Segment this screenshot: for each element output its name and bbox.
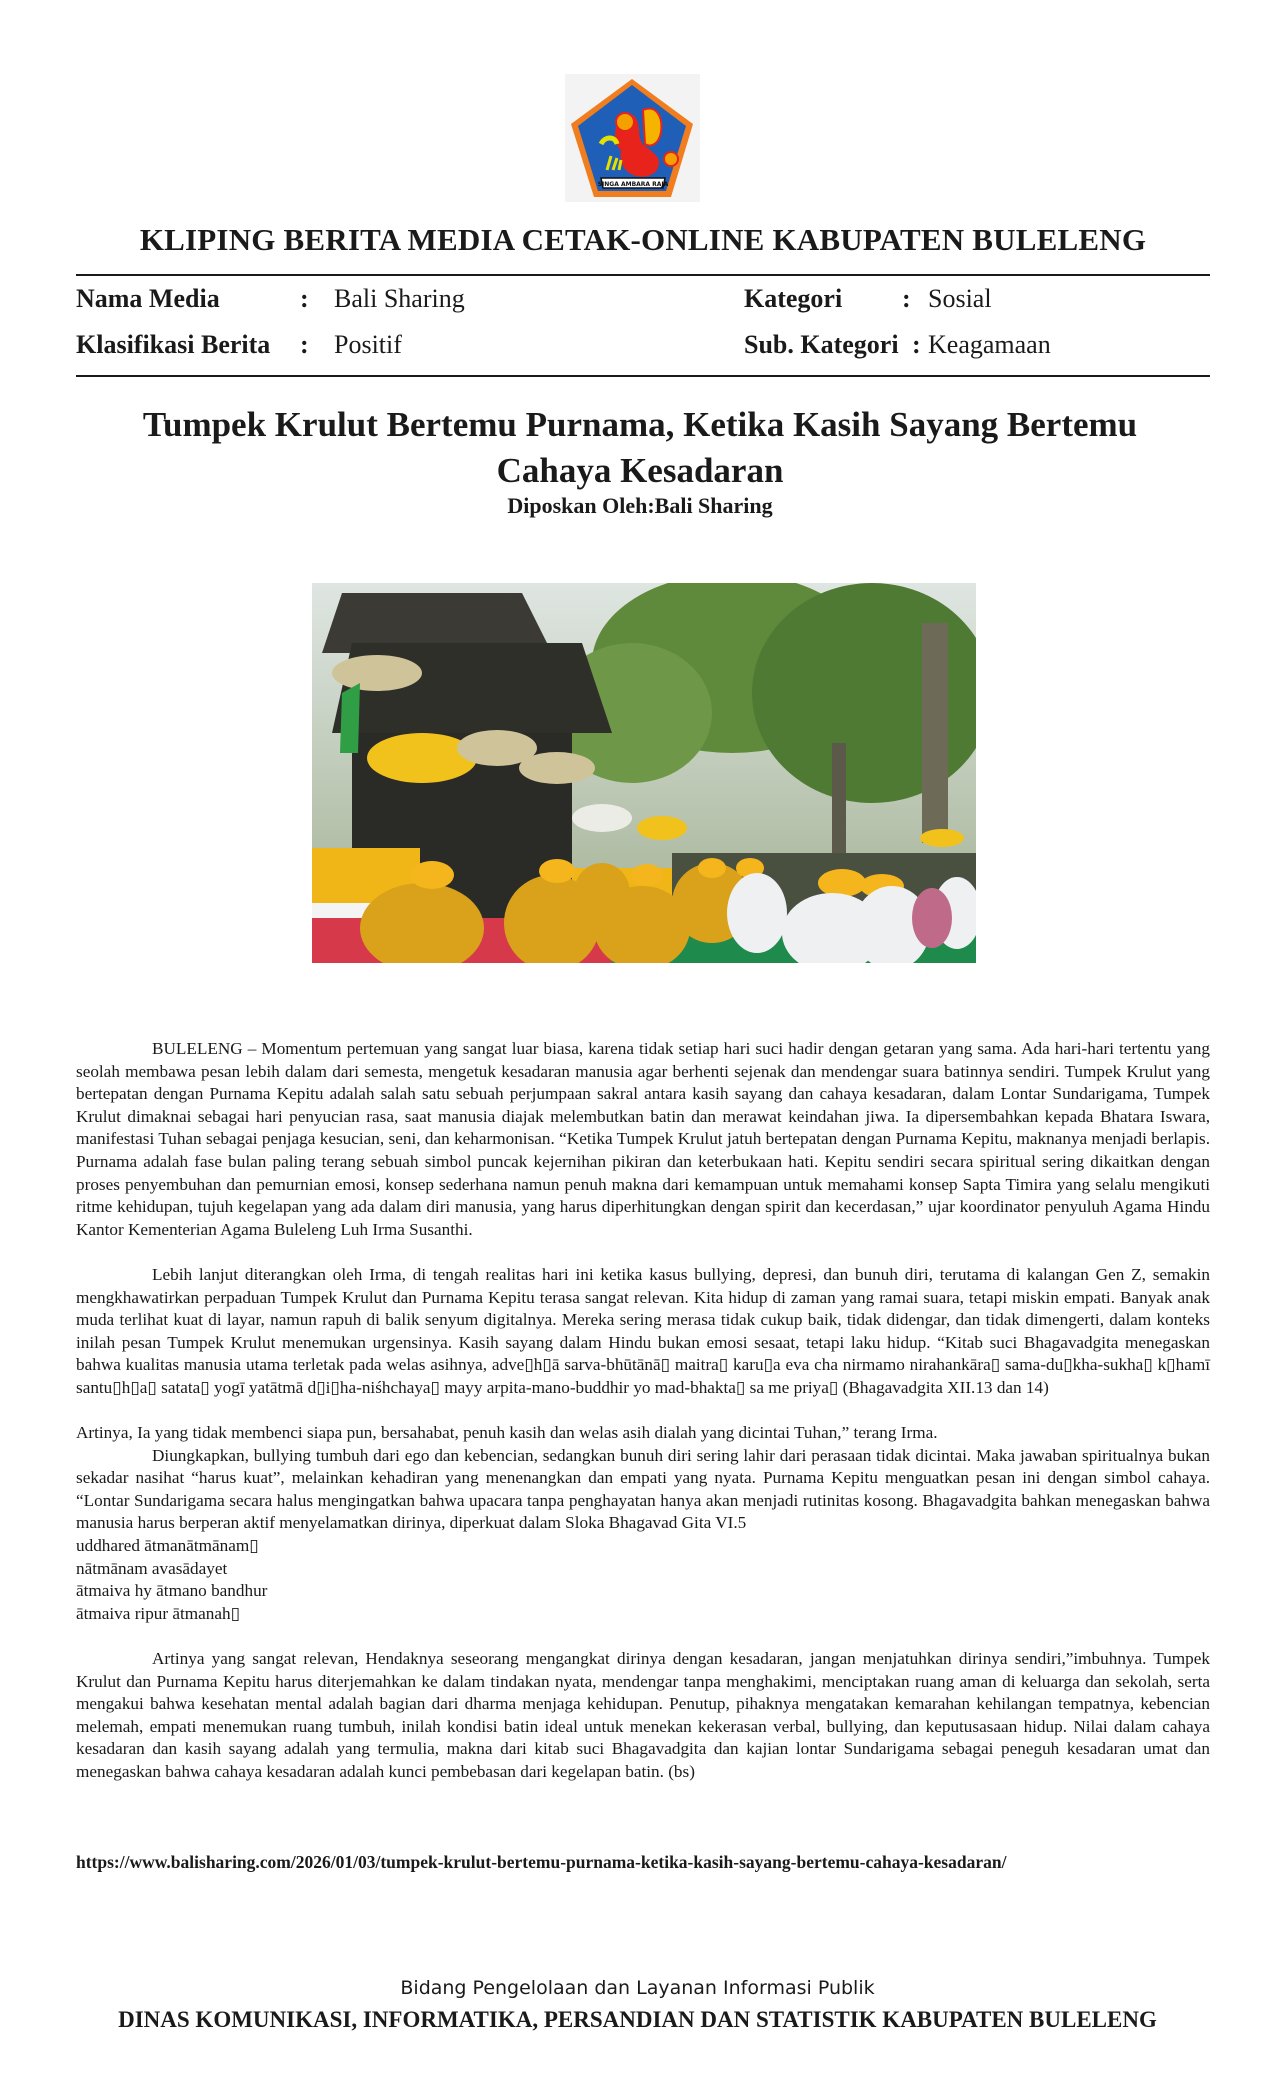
masthead-title: KLIPING BERITA MEDIA CETAK-ONLINE KABUPATEN BULELENG — [139, 222, 1147, 257]
source-url-link[interactable]: https://www.balisharing.com/2026/01/03/tumpek-krulut-bertemu-purnama-ketika-kasih-sayang-bertemu-cahaya-kesadaran/ — [76, 1852, 1007, 1872]
header-bottom-rule — [76, 375, 1210, 377]
kategori-colon: : — [902, 284, 911, 313]
sloka-line: uddhared ātmanātmānam▯ — [76, 1536, 259, 1556]
sloka-line: nātmānam avasādayet — [76, 1558, 228, 1578]
logo-motto: SINGA AMBARA RAJA — [597, 181, 669, 188]
article-paragraph: Artinya, Ia yang tidak membenci siapa pun, bersahabat, penuh kasih dan welas asih dialah yang dicintai Tuhan,” terang Irma. — [76, 1423, 938, 1443]
nama-media-colon: : — [300, 284, 309, 313]
footer-department: Bidang Pengelolaan dan Layanan Informasi Publik — [400, 1977, 875, 1999]
kategori-label: Kategori — [744, 284, 843, 313]
sub-kategori-value: Keagamaan — [928, 330, 1051, 359]
singa-ambara-raja-crest-icon — [565, 74, 700, 202]
article-closing-paragraph: Artinya yang sangat relevan, Hendaknya seseorang mengangkat dirinya dengan kesadaran, jangan menjatuhkan dirinya sendiri,”imbuhnya. Tumpek Krulut dan Purnama Kepitu harus diterjemahkan ke dalam tindakan nyata, mendengar tanpa menghakimi, menciptakan ruang aman di keluarga dan sekolah, serta mengakui bahwa kesehatan mental adalah bagian dari dharma menjaga kehidupan. Penutup, pihaknya mengatakan kemarahan kehilangan tempatnya, kebencian melemah, empati menemukan ruang tumbuh, inilah kondisi batin ideal untuk menekan kekerasan verbal, bullying, dan keputusasaan hidup. Nilai dalam cahaya kesadaran dan kasih sayang adalah yang termulia, makna dari kitab suci Bhagavadgita dan kajian lontar Sundarigama sebagai peneguh kesadaran umat dan menegaskan bahwa cahaya kesadaran adalah kunci pembebasan dari kegelapan batin. (bs) — [76, 1649, 1210, 1781]
article-body — [76, 1038, 1210, 1784]
article-paragraph: Diungkapkan, bullying tumbuh dari ego dan kebencian, sedangkan bunuh diri sering lahir dari perasaan tidak dicintai. Maka jawaban spiritualnya bukan sekadar nasihat “harus kuat”, melainkan kehadiran yang menenangkan dan empati yang nyata. Purnama Kepitu menguatkan pesan ini dengan simbol cahaya. “Lontar Sundarigama secara halus mengingatkan bahwa upacara tanpa penghayatan hanya akan menjadi rutinitas kosong. Bhagavadgita bahkan menegaskan bahwa manusia harus berperan aktif menyelamatkan dirinya, diperkuat dalam Sloka Bhagavad Gita VI.5 — [76, 1445, 1210, 1533]
klasifikasi-label: Klasifikasi Berita — [76, 330, 271, 359]
sub-kategori-label: Sub. Kategori — [744, 330, 899, 359]
article-title: Tumpek Krulut Bertemu Purnama, Ketika Kasih Sayang Bertemu Cahaya Kesadaran — [142, 405, 1138, 490]
meta-row-media — [76, 284, 1210, 318]
sloka-line: ātmaiva ripur ātmanah▯ — [76, 1603, 241, 1623]
temple-ceremony-photo — [312, 583, 976, 963]
klasifikasi-colon: : — [300, 330, 309, 359]
article-paragraph: Lebih lanjut diterangkan oleh Irma, di tengah realitas hari ini ketika kasus bullying, depresi, dan bunuh diri, terutama di kalangan Gen Z, semakin mengkhawatirkan perpaduan Tumpek Krulut dan Purnama Kepitu terasa sangat relevan. Kita hidup di zaman yang ramai suara, tetapi miskin empati. Banyak anak muda terlihat kuat di layar, namun rapuh di balik senyum digitalnya. Mereka sering merasa tidak cukup baik, tidak didengar, dan tidak dimengerti, dalam konteks inilah pesan Tumpek Krulut menemukan urgensinya. Kasih sayang dalam Hindu bukan emosi sesaat, tetapi laku hidup. “Kitab suci Bhagavadgita menegaskan bahwa kualitas manusia utama terletak pada welas asihnya, adve▯h▯ā sarva-bhūtānā▯ maitra▯ karu▯a eva cha nirmamo nirahankāra▯ sama-du▯kha-sukha▯ k▯hamī santu▯h▯a▯ satata▯ yogī yatātmā d▯i▯ha-niśhchaya▯ mayy arpita-mano-buddhir yo mad-bhakta▯ sa me priya▯ (Bhagavadgita XII.13 dan 14) — [76, 1264, 1210, 1397]
nama-media-value: Bali Sharing — [334, 284, 465, 313]
sub-kategori-colon: : — [912, 330, 921, 359]
sloka-line: ātmaiva hy ātmano bandhur — [76, 1581, 268, 1601]
kategori-value: Sosial — [928, 284, 992, 313]
footer-agency: DINAS KOMUNIKASI, INFORMATIKA, PERSANDIAN DAN STATISTIK KABUPATEN BULELENG — [118, 2007, 1157, 2032]
klasifikasi-value: Positif — [334, 330, 402, 359]
nama-media-label: Nama Media — [76, 284, 220, 313]
header-top-rule — [76, 274, 1210, 276]
article-paragraph: BULELENG – Momentum pertemuan yang sangat luar biasa, karena tidak setiap hari suci hadir dengan getaran yang sama. Ada hari-hari tertentu yang seolah membawa pesan lebih dalam dari semesta, mengetuk kesadaran manusia agar berhenti sejenak dan mendengar suara batinnya sendiri. Tumpek Krulut yang bertepatan dengan Purnama Kepitu adalah salah satu sebuah perjumpaan sakral antara kasih sayang dan cahaya kesadaran, dalam Lontar Sundarigama, Tumpek Krulut dimaknai sebagai hari penyucian rasa, saat manusia diajak melembutkan batin dan merawat keindahan jiwa. Ia dipersembahkan kepada Bhatara Iswara, manifestasi Tuhan sebagai penjaga kesucian, seni, dan keharmonisan. “Ketika Tumpek Krulut jatuh bertepatan dengan Purnama Kepitu, maknanya menjadi berlapis. Purnama adalah fase bulan paling terang sebuah simbol puncak kejernihan pikiran dan keterbukaan hati. Kepitu sendiri secara spiritual sering dikaitkan dengan proses penyembuhan dan pemurnian emosi, konsep sederhana namun penuh makna dari kemampuan untuk memahami konsep Sapta Timira yang selalu mengikuti ritme kehidupan, tujuh kegelapan yang ada dalam diri manusia, yang harus diperhitungkan dengan spirit dan kecerdasan,” ujar koordinator penyuluh Agama Hindu Kantor Kementerian Agama Buleleng Luh Irma Susanthi. — [76, 1039, 1210, 1239]
meta-row-klasifikasi — [76, 330, 1210, 364]
article-byline: Diposkan Oleh:Bali Sharing — [507, 493, 773, 518]
